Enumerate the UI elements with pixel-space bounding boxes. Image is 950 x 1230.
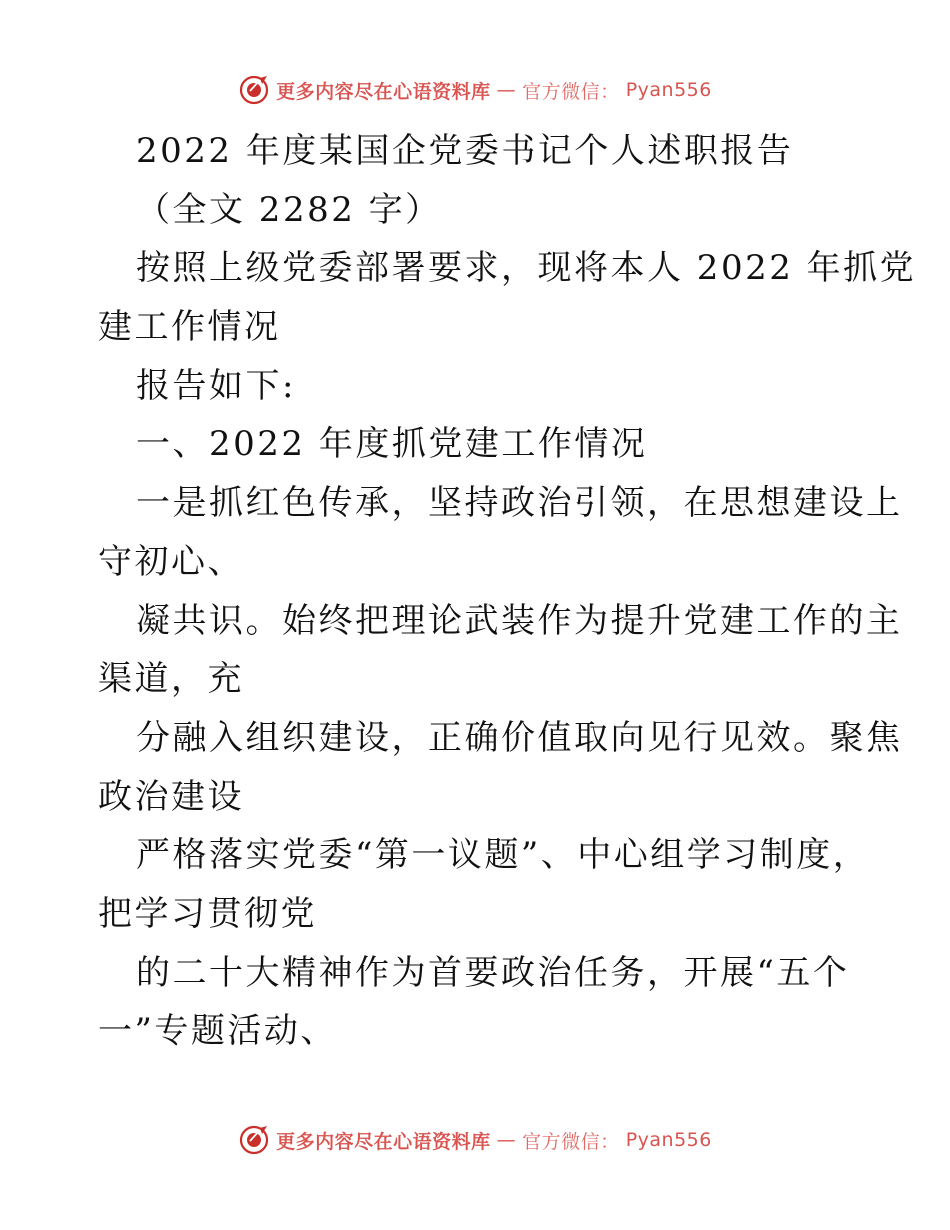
paragraph-line: 按照上级党委部署要求，现将本人 2022 年抓党 [136, 248, 917, 289]
paragraph-line: 守初心、 [98, 541, 244, 582]
paragraph-line: 渠道，充 [98, 659, 244, 700]
paragraph-line: 建工作情况 [98, 307, 281, 348]
watermark-banner [238, 74, 712, 106]
page-header-watermark [0, 70, 950, 110]
paragraph-line: 一”专题活动、 [98, 1011, 337, 1052]
quill-pen-seal-icon [238, 1124, 270, 1156]
watermark-separator: — [496, 79, 517, 101]
document-title: 2022 年度某国企党委书记个人述职报告 [136, 131, 794, 171]
paragraph-line: 严格落实党委“第一议题”、中心组学习制度， [136, 835, 870, 876]
watermark-banner [238, 1124, 712, 1156]
quill-pen-seal-icon [238, 74, 270, 106]
page-footer-watermark [0, 1120, 950, 1160]
paragraph-line: 报告如下: [136, 365, 296, 406]
watermark-official-label: 官方微信： [522, 1130, 620, 1153]
paragraph-line: 的二十大精神作为首要政治任务，开展“五个 [136, 952, 850, 993]
watermark-account-id: Pyan556 [625, 79, 712, 101]
word-count-note: （全文 2282 字） [136, 189, 442, 230]
paragraph-line: 分融入组织建设，正确价值取向见行见效。聚焦 [136, 717, 903, 758]
watermark-account-id: Pyan556 [625, 1129, 712, 1151]
paragraph-line: 政治建设 [98, 776, 244, 817]
paragraph-line: 把学习贯彻党 [98, 893, 317, 934]
watermark-main-text: 更多内容尽在心语资料库 [276, 1130, 491, 1153]
document-body [98, 122, 917, 1061]
section-heading: 一、2022 年度抓党建工作情况 [136, 424, 648, 465]
paragraph-line: 一是抓红色传承，坚持政治引领，在思想建设上 [136, 483, 903, 524]
watermark-main-text: 更多内容尽在心语资料库 [276, 80, 491, 103]
watermark-official-label: 官方微信： [522, 80, 620, 103]
watermark-separator: — [496, 1129, 517, 1151]
paragraph-line: 凝共识。始终把理论武装作为提升党建工作的主 [136, 600, 903, 641]
